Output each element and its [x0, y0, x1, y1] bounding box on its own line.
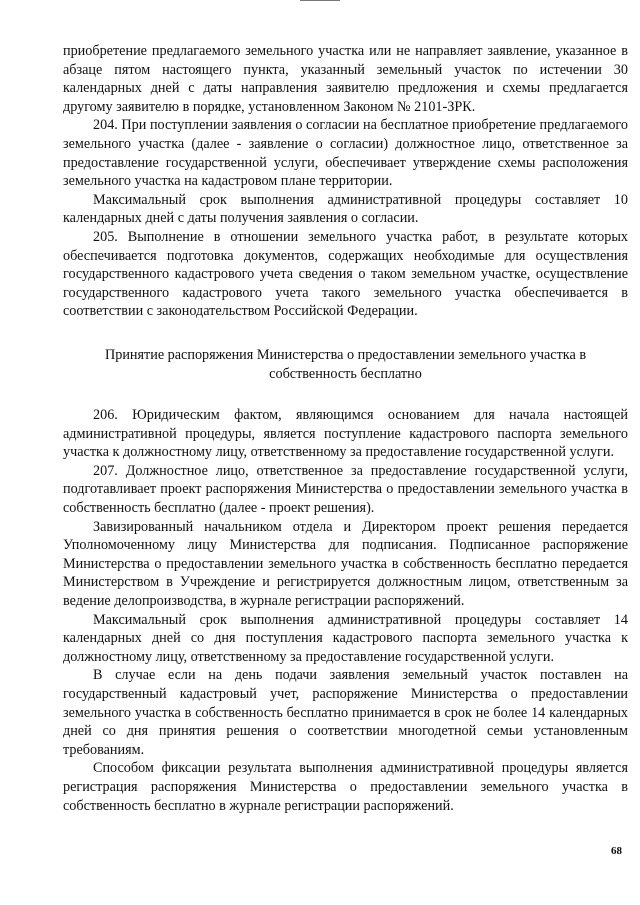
- top-edge-mark: [300, 0, 340, 4]
- paragraph-draft-transfer: Завизированный начальником отдела и Директором проект решения передается Уполномоченному лицу Министерства для подписания. Подписанное распоряжение Министерства о предоставлении земельного участка в собственность бесплатно передается Министерством в Учреждение и регистрируется должностным лицом, ответственным за ведение делопроизводства, в журнале регистрации распоряжений.: [63, 518, 628, 610]
- paragraph-206: 206. Юридическим фактом, являющимся основанием для начала настоящей административной процедуры, является поступление кадастрового паспорта земельного участка к должностному лицу, ответственному за предоставление государственной услуги.: [63, 407, 628, 461]
- section-heading: Принятие распоряжения Министерства о предоставлении земельного участка в собственность бесплатно: [104, 346, 587, 382]
- paragraph-deadline-10-days: Максимальный срок выполнения административной процедуры составляет 10 календарных дней с даты получения заявления о согласии.: [63, 191, 628, 227]
- paragraph-cadastral-case: В случае если на день подачи заявления земельный участок поставлен на государственный кадастровый учет, распоряжение Министерства о предоставлении земельного участка в собственность бесплатно принимается в срок не более 14 календарных дней со дня принятия решения о соответствии многодетной семьи установленным требованиям.: [63, 667, 628, 758]
- paragraph-207: 207. Должностное лицо, ответственное за предоставление государственной услуги, подготавливает проект распоряжения Министерства о предоставлении земельного участка в собственность бесплатно (далее - проект решения).: [63, 462, 628, 517]
- paragraph-deadline-14-days: Максимальный срок выполнения административной процедуры составляет 14 календарных дней со дня поступления кадастрового паспорта земельного участка к должностному лицу, ответственному за предоставление государственной услуги.: [63, 611, 628, 665]
- paragraph-continuation: приобретение предлагаемого земельного участка или не направляет заявление, указанное в абзаце пятом настоящего пункта, указанный земельный участок по истечении 30 календарных дней с даты направления заявителю предложения и схемы предлагается другому заявителю в порядке, установленном Законом № 2101-ЗРК.: [63, 43, 628, 115]
- paragraph-205: 205. Выполнение в отношении земельного участка работ, в результате которых обеспечивается подготовка документов, содержащих необходимые для осуществления государственного кадастрового учета сведения о таком земельном участке, осуществление государственного кадастрового учета такого земельного участка обеспечивается в соответствии с законодательством Российской Федерации.: [63, 228, 628, 320]
- page-number: 68: [611, 845, 622, 857]
- paragraph-204: 204. При поступлении заявления о согласии на бесплатное приобретение предлагаемого земельного участка (далее - заявление о согласии) должностное лицо, ответственное за предоставление государственной услуги, обеспечивает утверждение схемы расположения земельного участка на кадастровом плане территории.: [63, 117, 628, 190]
- paragraph-fixation-method: Способом фиксации результата выполнения административной процедуры является регистрация распоряжения Министерства о предоставлении земельного участка в собственность бесплатно в журнале регистрации распоряжений.: [63, 760, 628, 814]
- document-body: [63, 42, 628, 815]
